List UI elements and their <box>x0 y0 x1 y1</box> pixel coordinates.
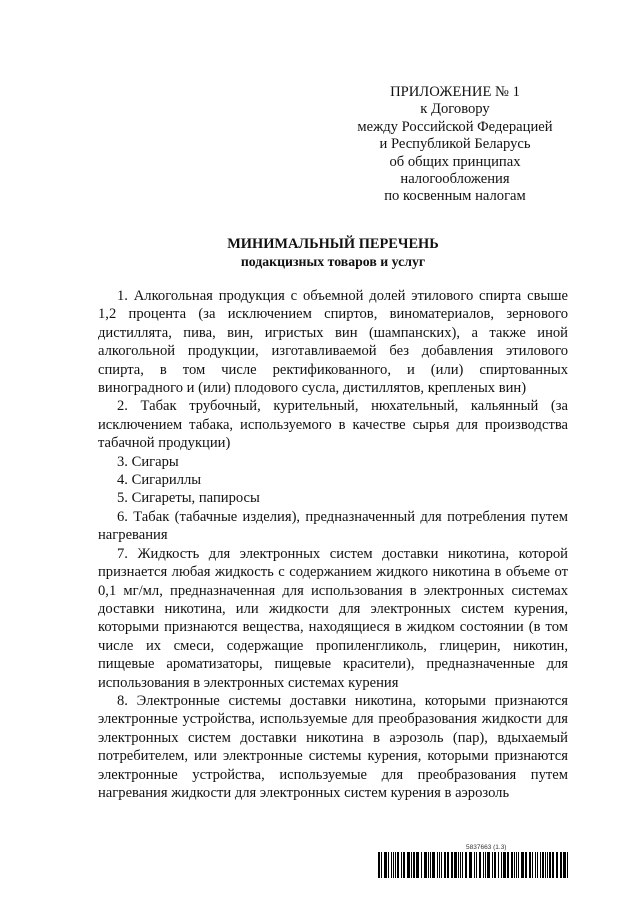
appendix-line: и Республикой Беларусь <box>379 136 531 153</box>
list-item: 1. Алкогольная продукция с объемной долей этилового спирта свыше 1,2 процента (за исключением спиртов, виноматериалов, зернового дистиллята, пива, вин, игристых вин (шампанских), а также иной алкогольной продукции, изготавливаемой без добавления этилового спирта, в том числе ректификованного, и (или) спиртованных виноградного и (или) плодового сусла, дистиллятов, крепленых вин) <box>98 288 568 397</box>
barcode-bar <box>532 852 533 878</box>
appendix-header <box>340 84 570 206</box>
barcode-bar <box>474 852 475 878</box>
barcode-bar <box>432 852 435 878</box>
barcode-bar <box>492 852 493 878</box>
barcode-bar <box>465 852 467 878</box>
appendix-line: к Договору <box>420 101 490 118</box>
barcode-bar <box>487 852 490 878</box>
barcode-bar <box>563 852 566 878</box>
barcode-bar <box>535 852 536 878</box>
barcode-bar <box>401 852 402 878</box>
barcode-bar <box>416 852 419 878</box>
barcode-bar <box>537 852 538 878</box>
list-item: 4. Сигариллы <box>117 472 202 489</box>
barcode-bar <box>549 852 551 878</box>
barcode-number: 5837663 (1.3) <box>466 844 507 851</box>
barcode-bar <box>501 852 502 878</box>
barcode-bar <box>381 852 382 878</box>
barcode-bar <box>494 852 496 878</box>
barcode-bar <box>511 852 513 878</box>
barcode-bar <box>393 852 394 878</box>
barcode-bar <box>462 852 463 878</box>
barcode-bar <box>547 852 548 878</box>
barcode-bar <box>444 852 446 878</box>
barcode-bar <box>441 852 442 878</box>
barcode-bar <box>388 852 389 878</box>
barcode-bar <box>521 852 524 878</box>
barcode-bar <box>516 852 517 878</box>
barcode-bar <box>518 852 519 878</box>
list-item: 8. Электронные системы доставки никотина, которыми признаются электронные устройства, используемые для преобразования жидкости для электронных систем доставки никотина в аэрозоль (пар), вдыхаемый потребителем, или электронные системы курения, которыми признаются электронные устройства, используемые для преобразования путем нагревания жидкости для электронных систем курения в аэрозоль <box>98 692 568 801</box>
barcode-bar <box>447 852 449 878</box>
barcode-bar <box>391 852 392 878</box>
barcode-bar <box>439 852 440 878</box>
barcode-bar <box>503 852 506 878</box>
barcode-bar <box>430 852 431 878</box>
document-body <box>98 287 568 802</box>
list-item: 7. Жидкость для электронных систем доставки никотина, которой признается любая жидкость с содержанием жидкого никотина в объеме от 0,1 мг/мл, предназначенная для использования в электронных системах доставки никотина, или жидкости для электронных систем курения, которыми признаются вещества, находящиеся в жидком состоянии (в том числе их смеси, содержащие пропиленгликоль, глицерин, никотин, пищевые ароматизаторы, пищевые красители), предназначенные для использования в электронных системах курения <box>98 545 568 691</box>
barcode-bar <box>437 852 438 878</box>
barcode-bar <box>483 852 484 878</box>
barcode-bar <box>384 852 387 878</box>
list-item: 5. Сигареты, папиросы <box>117 490 260 507</box>
barcode-bar <box>552 852 554 878</box>
barcode-bar <box>529 852 531 878</box>
barcode-image <box>378 852 570 878</box>
document-title: МИНИМАЛЬНЫЙ ПЕРЕЧЕНЬ <box>227 236 439 252</box>
appendix-line: об общих принципах <box>389 153 521 170</box>
barcode-bar <box>451 852 453 878</box>
appendix-line: между Российской Федерацией <box>357 118 553 135</box>
barcode-bar <box>507 852 509 878</box>
barcode-bar <box>514 852 515 878</box>
appendix-line: по косвенным налогам <box>384 188 526 205</box>
barcode-bar <box>567 852 568 878</box>
document-subtitle: подакцизных товаров и услуг <box>240 254 426 269</box>
barcode-bar <box>469 852 472 878</box>
barcode-bar <box>454 852 457 878</box>
barcode-bar <box>411 852 412 878</box>
barcode-bar <box>479 852 481 878</box>
appendix-line: налогообложения <box>400 171 510 188</box>
barcode-bar <box>485 852 486 878</box>
barcode-bar <box>403 852 405 878</box>
barcode-bar <box>525 852 527 878</box>
barcode-bar <box>460 852 461 878</box>
barcode-bar <box>540 852 541 878</box>
barcode-bar <box>556 852 558 878</box>
barcode-bar <box>560 852 562 878</box>
barcode-bar <box>498 852 499 878</box>
barcode-bar <box>413 852 415 878</box>
barcode-bar <box>542 852 544 878</box>
barcode-bar <box>545 852 546 878</box>
barcode-bar <box>458 852 459 878</box>
barcode-bar <box>397 852 399 878</box>
barcode-bar <box>424 852 427 878</box>
barcode-bar <box>378 852 380 878</box>
barcode-bar <box>407 852 410 878</box>
barcode-bar <box>476 852 477 878</box>
list-item: 6. Табак (табачные изделия), предназначенный для потребления путем нагревания <box>98 508 568 544</box>
barcode-bar <box>395 852 396 878</box>
list-item: 2. Табак трубочный, курительный, нюхательный, кальянный (за исключением табака, используемого в качестве сырья для производства табачной продукции) <box>98 398 568 452</box>
barcode-bar <box>428 852 429 878</box>
list-item: 3. Сигары <box>117 453 179 470</box>
appendix-line: ПРИЛОЖЕНИЕ № 1 <box>390 84 520 100</box>
barcode-bar <box>421 852 422 878</box>
